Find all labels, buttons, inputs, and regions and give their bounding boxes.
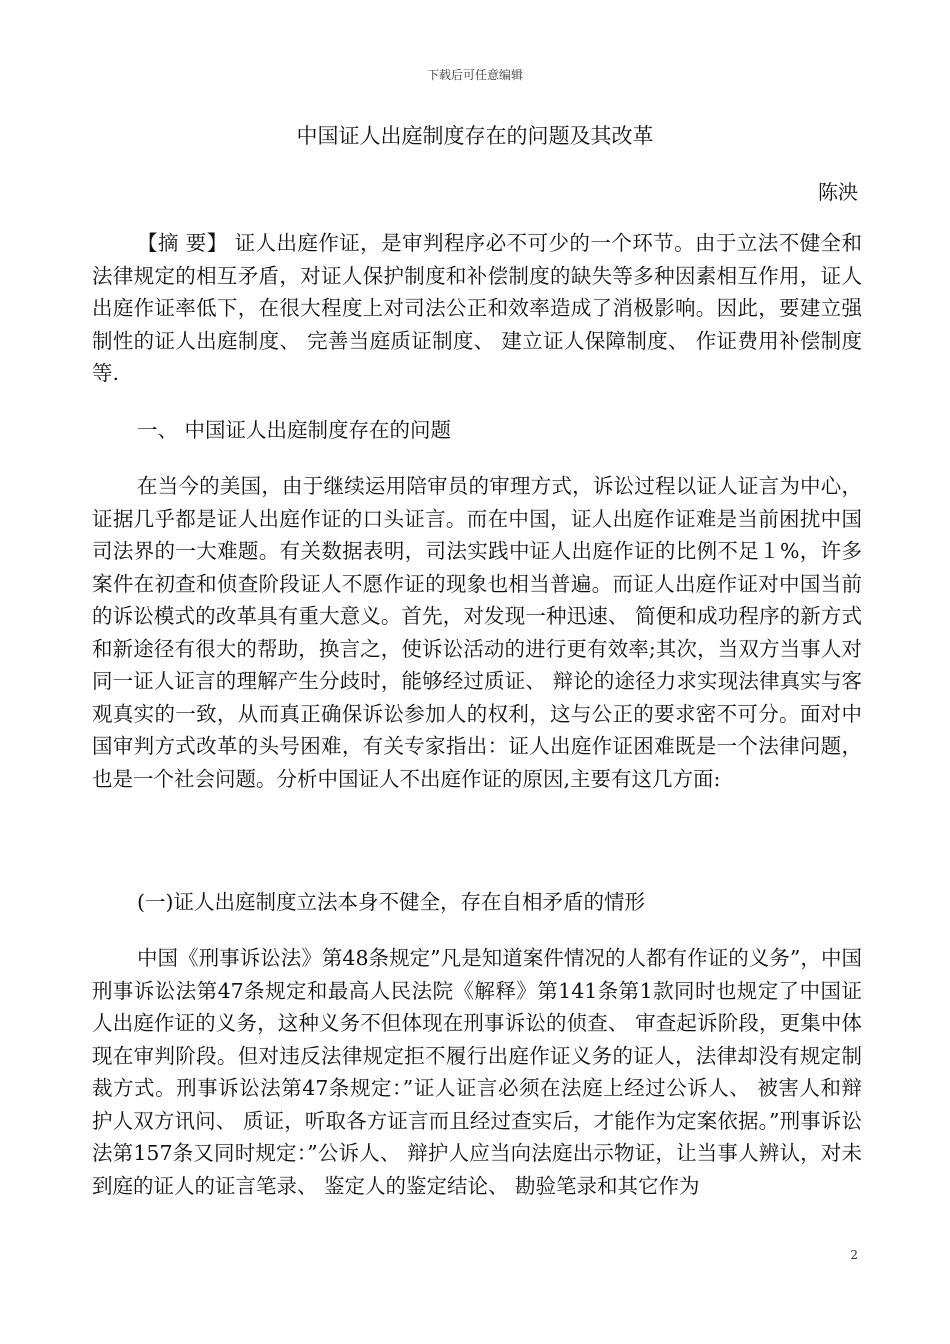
page-header: 下载后可任意编辑 — [426, 68, 523, 82]
body-paragraph: 在当今的美国，由于继续运用陪审员的审理方式，诉讼过程以证人证言为中心，证据几乎都是证人出庭作证的口头证言。而在中国，证人出庭作证难是当前困扰中国司法界的一大难题。有关数据表明，司法实践中证人出庭作证的比例不足１%，许多案件在初查和侦查阶段证人不愿作证的现象也相当普遍。而证人出庭作证对中国当前的诉讼模式的改革具有重大意义。首先，对发现一种迅速、 简便和成功程序的新方式和新途径有很大的帮助，换言之，使诉讼活动的进行更有效率;其次，当双方当事人对同一证人证言的理解产生分歧时，能够经过质证、 辩论的途径力求实现法律真实与客观真实的一致，从而真正确保诉讼参加人的权利，这与公正的要求密不可分。面对中国审判方式改革的头号困难，有关专家指出：证人出庭作证困难既是一个法律问题，也是一个社会问题。分析中国证人不出庭作证的原因,主要有这几方面: — [92, 474, 862, 791]
document-author: 陈泱 — [818, 180, 858, 204]
abstract-paragraph — [92, 227, 862, 390]
body-paragraph: 中国《刑事诉讼法》第48条规定”凡是知道案件情况的人都有作证的义务”，中国刑事诉讼法第47条规定和最高人民法院《解释》第141条第1款同时也规定了中国证人出庭作证的义务，这种义务不但体现在刑事诉讼的侦查、 审查起诉阶段，更集中体现在审判阶段。但对违反法律规定拒不履行出庭作证义务的证人，法律却没有规定制裁方式。刑事诉讼法第47条规定：”证人证言必须在法庭上经过公诉人、 被害人和辩护人双方讯问、 质证，听取各方证言而且经过查实后，才能作为定案依据。”刑事诉讼法第157条又同时规定：”公诉人、 辩护人应当向法庭出示物证，让当事人辨认，对未到庭的证人的证言笔录、 鉴定人的鉴定结论、 勘验笔录和其它作为 — [92, 946, 862, 1198]
subsection-heading: (一)证人出庭制度立法本身不健全，存在自相矛盾的情形 — [137, 890, 645, 914]
section-heading: 一、 中国证人出庭制度存在的问题 — [137, 418, 452, 442]
abstract-label: 【摘 要】 — [137, 231, 228, 255]
abstract-text: 证人出庭作证，是审判程序必不可少的一个环节。由于立法不健全和法律规定的相互矛盾，对证人保护制度和补偿制度的缺失等多种因素相互作用，证人出庭作证率低下，在很大程度上对司法公正和效率造成了消极影响。因此，要建立强制性的证人出庭制度、 完善当庭质证制度、 建立证人保障制度、 作证费用补偿制度等. — [92, 231, 862, 385]
document-title: 中国证人出庭制度存在的问题及其改革 — [296, 124, 654, 148]
page-number: 2 — [850, 1248, 858, 1262]
